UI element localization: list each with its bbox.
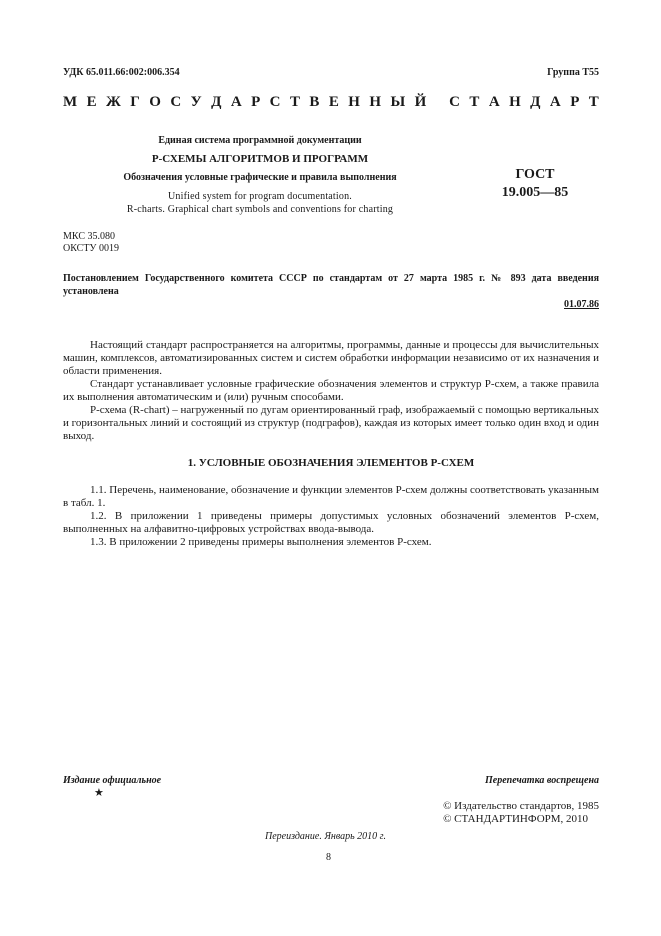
banner-letter: Г xyxy=(130,94,140,110)
copyright-line-2: © СТАНДАРТИНФОРМ, 2010 xyxy=(443,813,589,825)
intro-paragraph-3: Р-схема (R-chart) – нагруженный по дугам ориентированный граф, изображаемый с помощью вертикальных и горизонтальных линий и состоящий из структур (подграфов), каждая из которых имеет только один вход и один выход. xyxy=(63,404,599,442)
effective-date: 01.07.86 xyxy=(564,299,599,310)
copyright-block xyxy=(443,800,599,826)
banner-letter: Ж xyxy=(106,94,121,110)
decree-text: Постановлением Государственного комитета СССР по стандартам от 27 марта 1985 г. № 893 дата введения установлена xyxy=(63,273,599,297)
banner-letter xyxy=(436,94,440,111)
gost-designation xyxy=(490,166,580,202)
banner-letter: А xyxy=(488,94,500,110)
copyright-line-1: © Издательство стандартов, 1985 xyxy=(443,800,599,812)
intro-paragraph-2: Стандарт устанавливает условные графические обозначения элементов и структур Р-схем, а также правила их выполнения автоматическим и (или) ручным способами. xyxy=(63,378,599,403)
gost-number: 19.005—85 xyxy=(501,185,569,200)
page-number: 8 xyxy=(326,852,331,863)
banner-letter: Т xyxy=(469,94,480,110)
english-title-line-1: Unified system for program documentation. xyxy=(168,191,352,202)
intro-paragraph-1: Настоящий стандарт распространяется на алгоритмы, программы, данные и процессы для вычислительных машин, комплексов, автоматизированных систем и систем обработки информации независимо от их назначения и области применения. xyxy=(63,339,599,377)
gost-label: ГОСТ xyxy=(515,167,555,182)
banner-letter: Р xyxy=(251,94,261,110)
banner-letter: Й xyxy=(414,94,427,110)
standard-banner xyxy=(63,94,599,111)
star-icon: ★ xyxy=(94,787,104,799)
group-code: Группа Т55 xyxy=(547,67,599,78)
banner-letter: М xyxy=(63,94,78,110)
reprint-prohibited: Перепечатка воспрещена xyxy=(485,775,599,786)
okstu-code: ОКСТУ 0019 xyxy=(63,243,120,254)
banner-letter: Е xyxy=(328,94,339,110)
banner-letter: У xyxy=(190,94,202,110)
banner-letter: С xyxy=(170,94,182,110)
reissue-note: Переиздание. Январь 2010 г. xyxy=(265,831,386,842)
banner-letter: В xyxy=(309,94,320,110)
banner-letter: С xyxy=(269,94,281,110)
banner-letter: Е xyxy=(86,94,97,110)
banner-letter: А xyxy=(549,94,561,110)
title-block xyxy=(80,135,440,216)
banner-letter: О xyxy=(149,94,161,110)
banner-letter: Р xyxy=(570,94,580,110)
main-title: Р-СХЕМЫ АЛГОРИТМОВ И ПРОГРАММ xyxy=(151,153,369,165)
banner-letter: Т xyxy=(588,94,599,110)
banner-letter: Д xyxy=(530,94,541,110)
banner-letter: Н xyxy=(348,94,360,110)
series-title: Единая система программной документации xyxy=(158,135,362,146)
banner-letter: Т xyxy=(289,94,300,110)
banner-letter: Н xyxy=(509,94,521,110)
banner-letter: Ы xyxy=(390,94,406,110)
classification-codes xyxy=(63,231,119,255)
banner-letter: Н xyxy=(369,94,382,110)
english-title xyxy=(80,190,440,216)
clause-1-3: 1.3. В приложении 2 приведены примеры выполнения элементов Р-схем. xyxy=(90,536,432,548)
banner-letter: Д xyxy=(211,94,222,110)
clause-1-2: 1.2. В приложении 1 приведены примеры допустимых условных обозначений элементов Р-схем, выполненных на алфавитно-цифровых устройствах ввода-вывода. xyxy=(63,510,599,535)
clause-1-1: 1.1. Перечень, наименование, обозначение и функции элементов Р-схем должны соответствовать указанным в табл. 1. xyxy=(63,484,599,509)
official-edition: Издание официальное xyxy=(63,775,162,786)
english-title-line-2: R-charts. Graphical chart symbols and conventions for charting xyxy=(126,204,394,215)
banner-letter: С xyxy=(449,94,460,110)
udk-code: УДК 65.011.66:002:006.354 xyxy=(63,67,180,78)
section-1-heading: 1. УСЛОВНЫЕ ОБОЗНАЧЕНИЯ ЭЛЕМЕНТОВ Р-СХЕМ xyxy=(187,457,475,469)
banner-letter: А xyxy=(230,94,242,110)
subtitle: Обозначения условные графические и правила выполнения xyxy=(123,172,397,183)
mks-code: МКС 35.080 xyxy=(63,231,115,242)
